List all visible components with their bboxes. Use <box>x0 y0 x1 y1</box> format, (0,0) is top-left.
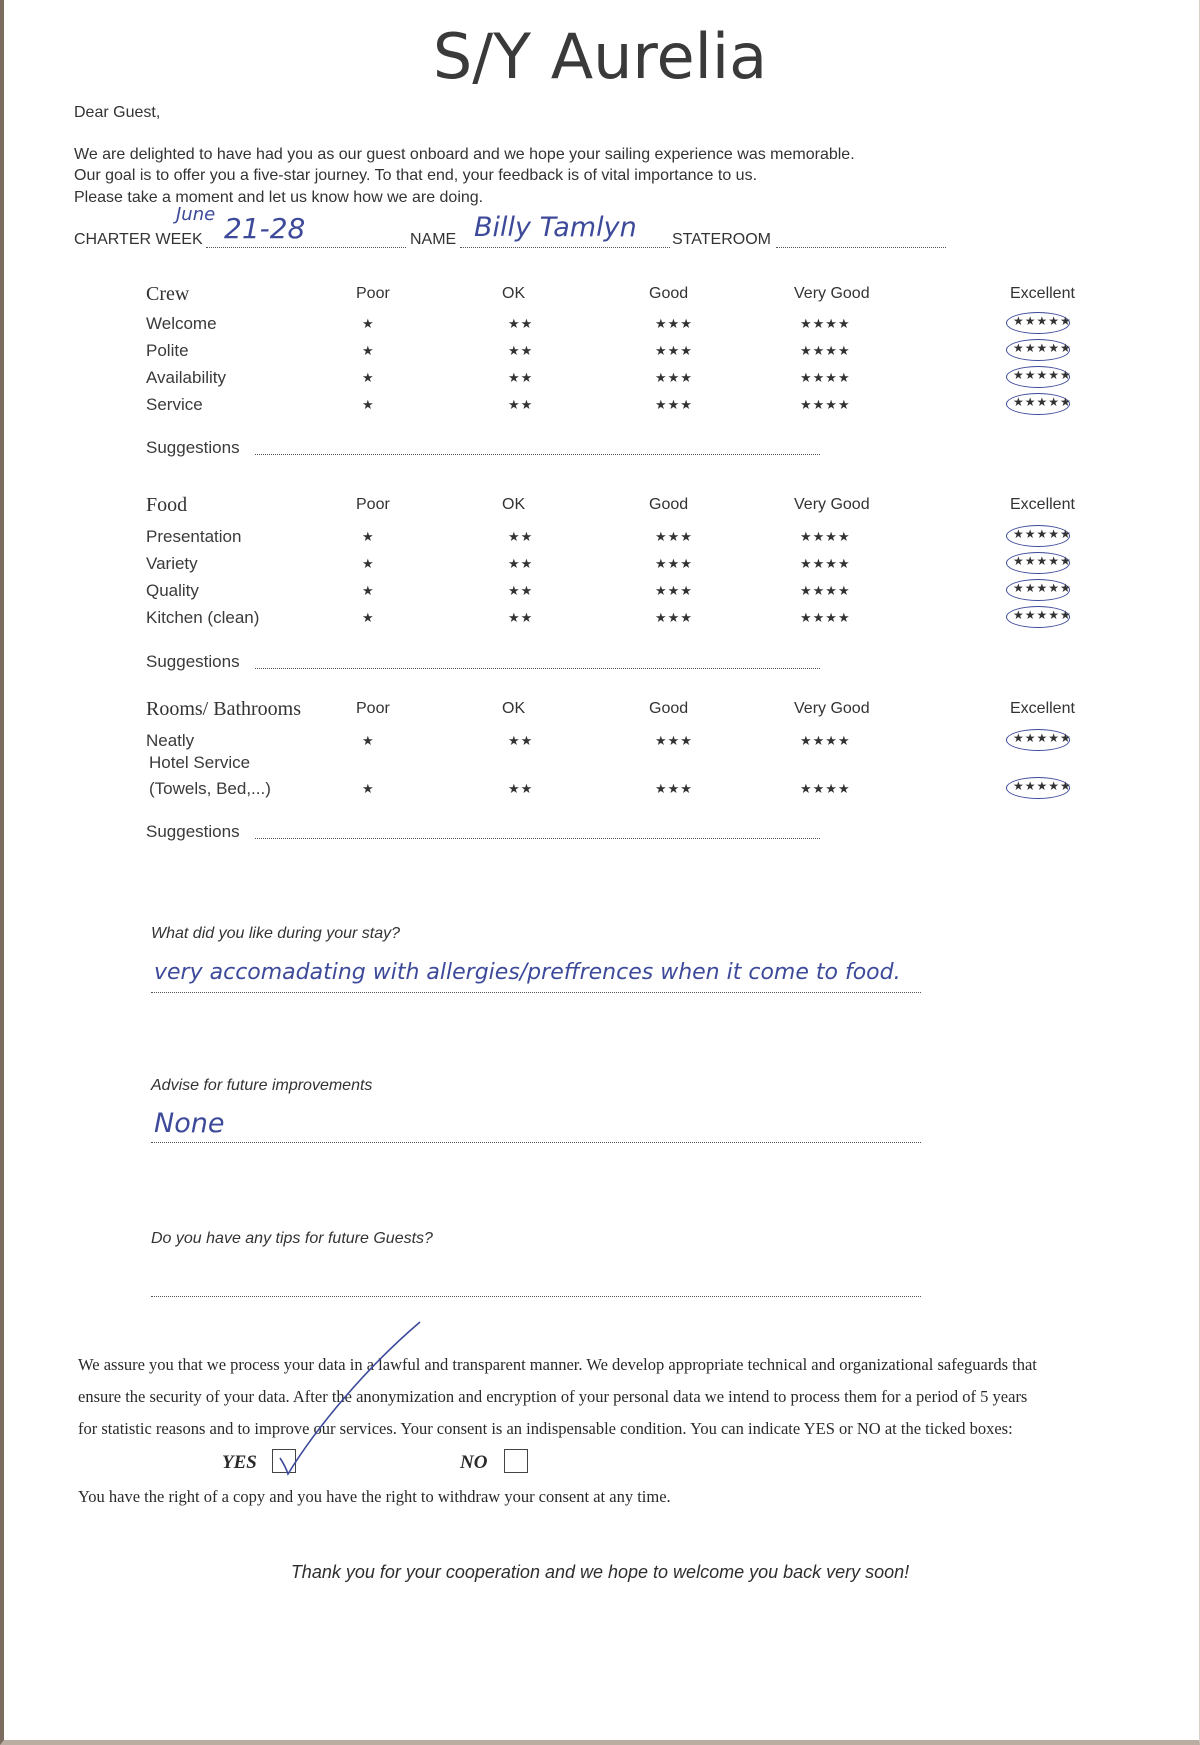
column-header: Excellent <box>1010 285 1075 302</box>
suggestions-line[interactable] <box>255 668 820 669</box>
star-rating[interactable]: ★ <box>362 343 375 358</box>
column-header: Very Good <box>794 496 870 513</box>
section-title: Food <box>146 494 188 516</box>
column-header: Poor <box>356 285 390 302</box>
star-rating[interactable]: ★ <box>362 556 375 571</box>
answer-text[interactable]: None <box>154 1108 225 1139</box>
star-rating[interactable]: ★ <box>362 397 375 412</box>
answer-line <box>151 1296 921 1297</box>
greeting: Dear Guest, <box>74 104 161 121</box>
yes-check-mark <box>256 1318 426 1488</box>
question-text: Advise for future improvements <box>151 1077 373 1094</box>
star-rating[interactable]: ★★★ <box>655 556 693 571</box>
closing-text: Thank you for your cooperation and we hope to welcome you back very soon! <box>290 1562 910 1582</box>
stateroom-label: STATEROOM <box>672 231 771 248</box>
star-rating[interactable]: ★★★★ <box>800 556 851 571</box>
star-rating[interactable]: ★★★ <box>655 343 693 358</box>
intro-line-1: We are delighted to have had you as our guest onboard and we hope your sailing experience was memorable. <box>74 146 855 163</box>
column-header: Poor <box>356 496 390 513</box>
star-rating[interactable]: ★★★★ <box>800 397 851 412</box>
star-rating[interactable]: ★★★ <box>655 529 693 544</box>
answer-line <box>151 1142 921 1143</box>
section-title: Rooms/ Bathrooms <box>146 698 302 720</box>
star-rating[interactable]: ★★★ <box>655 316 693 331</box>
selected-rating-oval[interactable] <box>1006 525 1070 547</box>
selected-rating-oval[interactable] <box>1006 777 1070 799</box>
consent-line-2: ensure the security of your data. After the anonymization and encryption of your personal data we intend to process them for a period of 5 years <box>78 1387 1028 1406</box>
star-rating: ★★★★★ <box>1013 608 1072 622</box>
column-header: Good <box>649 496 689 513</box>
answer-text[interactable]: very accomadating with allergies/preffrences when it come to food. <box>154 960 901 985</box>
row-label: Availability <box>146 368 227 387</box>
yes-label: YES <box>222 1452 257 1473</box>
selected-rating-oval[interactable] <box>1006 339 1070 361</box>
section-title: Crew <box>146 283 190 305</box>
star-rating[interactable]: ★★★★ <box>800 529 851 544</box>
row-label: Variety <box>146 554 198 573</box>
row-label: Welcome <box>146 314 217 333</box>
star-rating: ★★★★★ <box>1013 527 1072 541</box>
star-rating[interactable]: ★★★ <box>655 733 693 748</box>
star-rating[interactable]: ★★ <box>508 316 534 331</box>
star-rating[interactable]: ★★★ <box>655 370 693 385</box>
no-checkbox[interactable] <box>504 1449 528 1473</box>
question-text: What did you like during your stay? <box>151 925 401 942</box>
intro-line-2: Our goal is to offer you a five-star journey. To that end, your feedback is of vital importance to us. <box>74 167 758 184</box>
star-rating[interactable]: ★★★★ <box>800 316 851 331</box>
star-rating[interactable]: ★★ <box>508 733 534 748</box>
star-rating: ★★★★★ <box>1013 581 1072 595</box>
star-rating: ★★★★★ <box>1013 731 1072 745</box>
star-rating[interactable]: ★★★ <box>655 781 693 796</box>
row-label: Hotel Service <box>149 753 251 772</box>
star-rating[interactable]: ★★★★ <box>800 610 851 625</box>
row-label: Service <box>146 395 203 414</box>
star-rating[interactable]: ★★★ <box>655 610 693 625</box>
row-label: Presentation <box>146 527 242 546</box>
suggestions-label: Suggestions <box>146 438 240 457</box>
star-rating[interactable]: ★★ <box>508 397 534 412</box>
star-rating[interactable]: ★★ <box>508 781 534 796</box>
selected-rating-oval[interactable] <box>1006 366 1070 388</box>
column-header: Poor <box>356 700 390 717</box>
suggestions-label: Suggestions <box>146 822 240 841</box>
star-rating: ★★★★★ <box>1013 395 1072 409</box>
star-rating: ★★★★★ <box>1013 314 1072 328</box>
star-rating[interactable]: ★ <box>362 370 375 385</box>
stateroom-line[interactable] <box>776 247 946 248</box>
selected-rating-oval[interactable] <box>1006 312 1070 334</box>
star-rating[interactable]: ★ <box>362 529 375 544</box>
star-rating: ★★★★★ <box>1013 341 1072 355</box>
name-label: NAME <box>410 231 457 248</box>
intro-line-3: Please take a moment and let us know how we are doing. <box>74 189 484 206</box>
row-label: Polite <box>146 341 189 360</box>
row-label-sub: (Towels, Bed,...) <box>149 779 271 798</box>
yacht-title: S/Y Aurelia <box>432 20 768 93</box>
star-rating[interactable]: ★★★★ <box>800 781 851 796</box>
selected-rating-oval[interactable] <box>1006 393 1070 415</box>
selected-rating-oval[interactable] <box>1006 606 1070 628</box>
star-rating[interactable]: ★ <box>362 583 375 598</box>
answer-line <box>151 992 921 993</box>
star-rating: ★★★★★ <box>1013 368 1072 382</box>
column-header: Excellent <box>1010 700 1075 717</box>
star-rating[interactable]: ★ <box>362 781 375 796</box>
star-rating[interactable]: ★ <box>362 316 375 331</box>
charter-week-label: CHARTER WEEK <box>74 231 203 248</box>
star-rating[interactable]: ★ <box>362 733 375 748</box>
star-rating[interactable]: ★★ <box>508 343 534 358</box>
star-rating: ★★★★★ <box>1013 554 1072 568</box>
selected-rating-oval[interactable] <box>1006 729 1070 751</box>
star-rating[interactable]: ★★ <box>508 556 534 571</box>
name-line <box>460 247 670 248</box>
charter-week-dates[interactable]: 21-28 <box>224 212 306 245</box>
row-label: Neatly <box>146 731 195 750</box>
suggestions-line[interactable] <box>255 838 820 839</box>
selected-rating-oval[interactable] <box>1006 579 1070 601</box>
column-header: OK <box>502 496 526 513</box>
no-label: NO <box>460 1452 488 1473</box>
column-header: Very Good <box>794 285 870 302</box>
question-text: Do you have any tips for future Guests? <box>151 1230 433 1247</box>
name-value[interactable]: Billy Tamlyn <box>474 212 637 243</box>
suggestions-label: Suggestions <box>146 652 240 671</box>
star-rating[interactable]: ★★★★ <box>800 733 851 748</box>
selected-rating-oval[interactable] <box>1006 552 1070 574</box>
charter-week-month[interactable]: June <box>176 204 216 225</box>
star-rating[interactable]: ★★ <box>508 529 534 544</box>
row-label: Quality <box>146 581 199 600</box>
row-label: Kitchen (clean) <box>146 608 260 627</box>
star-rating[interactable]: ★★ <box>508 610 534 625</box>
suggestions-line[interactable] <box>255 454 820 455</box>
column-header: Good <box>649 700 689 717</box>
consent-line-3: for statistic reasons and to improve our services. Your consent is an indispensable condition. You can indicate YES or NO at the ticked boxes: <box>78 1419 1013 1438</box>
rights-text: You have the right of a copy and you have the right to withdraw your consent at any time. <box>78 1487 671 1506</box>
column-header: OK <box>502 285 526 302</box>
star-rating[interactable]: ★★ <box>508 370 534 385</box>
star-rating: ★★★★★ <box>1013 779 1072 793</box>
star-rating[interactable]: ★★★★ <box>800 370 851 385</box>
star-rating[interactable]: ★★★ <box>655 397 693 412</box>
star-rating[interactable]: ★★ <box>508 583 534 598</box>
star-rating[interactable]: ★★★ <box>655 583 693 598</box>
column-header: Very Good <box>794 700 870 717</box>
star-rating[interactable]: ★ <box>362 610 375 625</box>
charter-week-line <box>206 247 406 248</box>
consent-line-1: We assure you that we process your data in a lawful and transparent manner. We develop appropriate technical and organizational safeguards that <box>78 1355 1037 1374</box>
column-header: OK <box>502 700 526 717</box>
column-header: Excellent <box>1010 496 1075 513</box>
star-rating[interactable]: ★★★★ <box>800 583 851 598</box>
star-rating[interactable]: ★★★★ <box>800 343 851 358</box>
column-header: Good <box>649 285 689 302</box>
